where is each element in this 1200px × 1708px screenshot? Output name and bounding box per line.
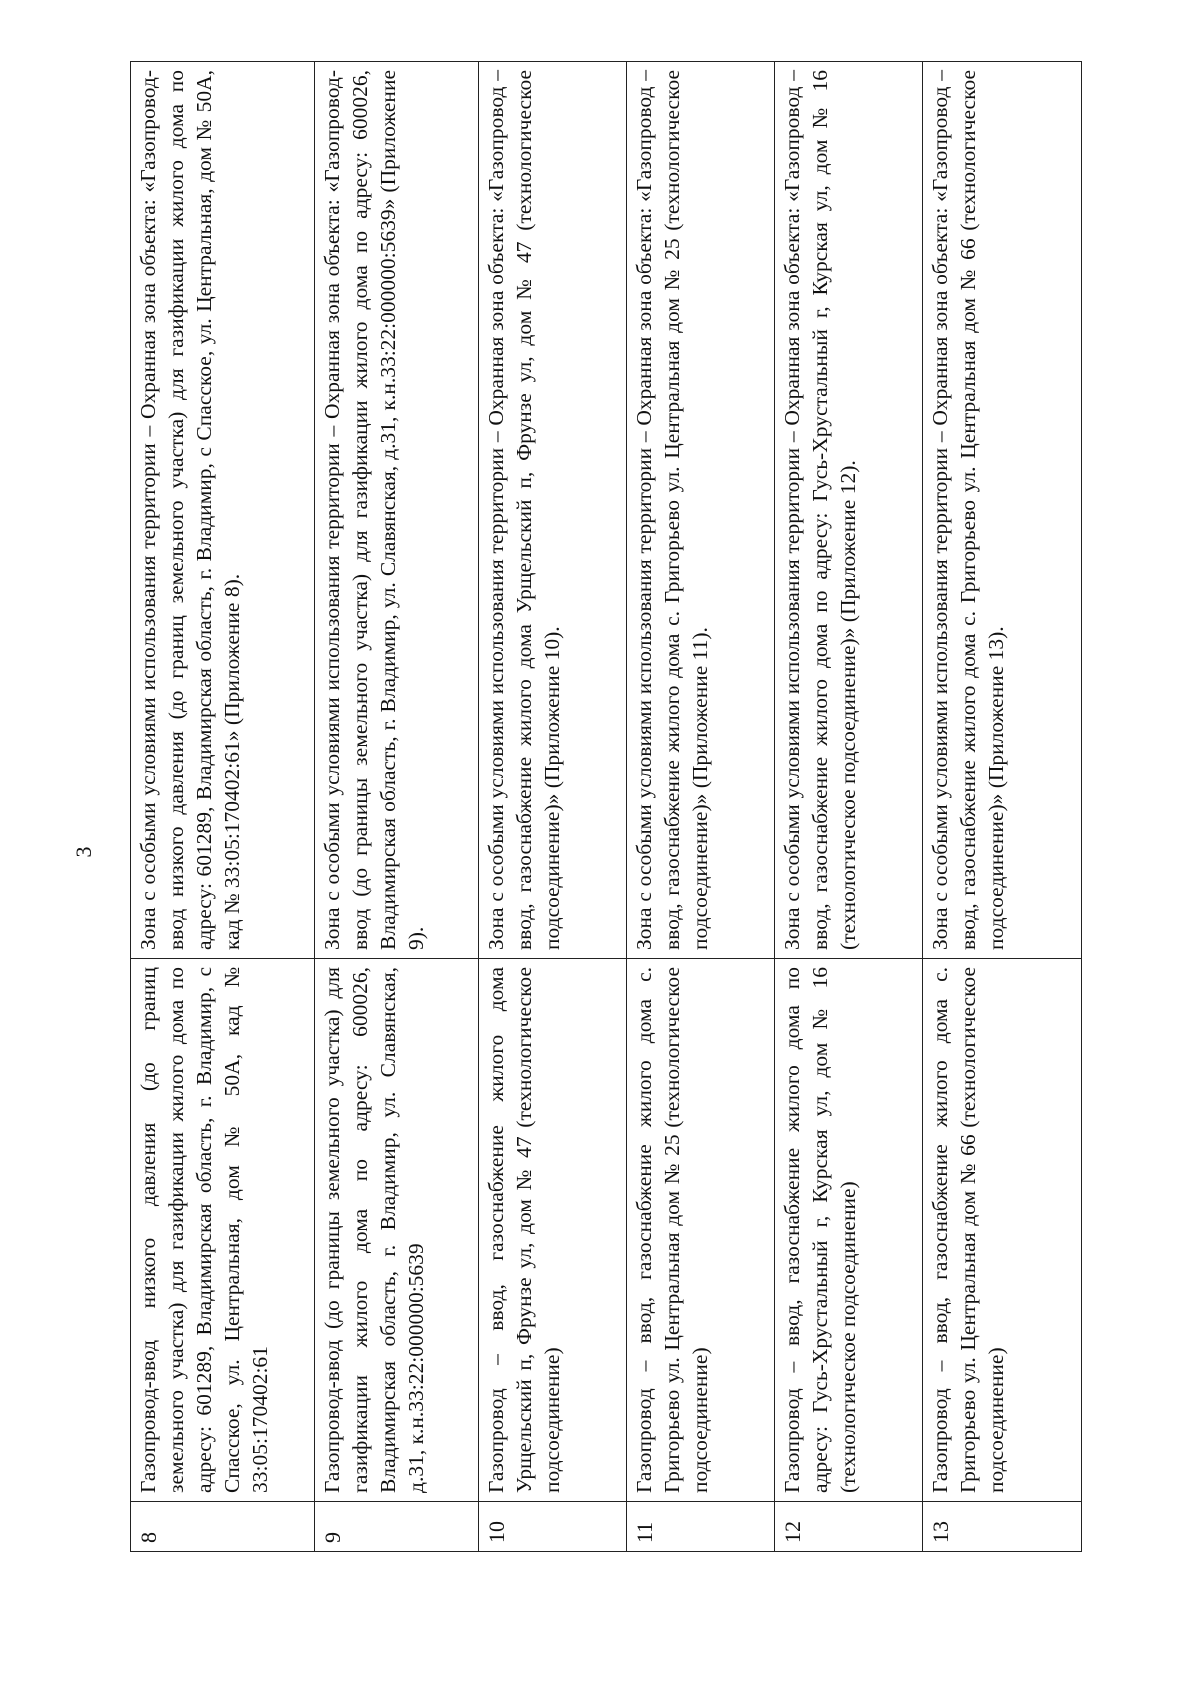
object-cell: Газопровод-ввод (до границы земельного участка) для газификации жилого дома по адресу: 600026, Владимирская область, г. Владимир, ул. Славянская, д.31, к.н.33:22:000000:5639: [315, 959, 479, 1502]
zone-cell: Зона с особыми условиями использования территории – Охранная зона объекта: «Газопровод – ввод, газоснабжение жилого дома с. Григорьево ул. Центральная дом № 66 (технологическое подсоединение)» (Приложение 13).: [923, 62, 1082, 959]
table-row: [315, 62, 479, 1552]
zones-table: [130, 61, 1082, 1552]
object-cell: Газопровод – ввод, газоснабжение жилого дома с. Григорьево ул. Центральная дом № 66 (технологическое подсоединение): [923, 959, 1082, 1502]
object-cell: Газопровод-ввод низкого давления (до границ земельного участка) для газификации жилого дома по адресу: 601289, Владимирская область, г. Владимир, с Спасское, ул. Центральная, дом № 50А, кад № 33:05:170402:61: [131, 959, 315, 1502]
zone-cell: Зона с особыми условиями использования территории – Охранная зона объекта: «Газопровод – ввод, газоснабжение жилого дома с. Григорьево ул. Центральная дом № 25 (технологическое подсоединение)» (Приложение 11).: [627, 62, 775, 959]
row-number: 9: [315, 1502, 479, 1552]
object-cell: Газопровод – ввод, газоснабжение жилого дома с. Григорьево ул. Центральная дом № 25 (технологическое подсоединение): [627, 959, 775, 1502]
object-cell: Газопровод – ввод, газоснабжение жилого дома по адресу: Гусь-Хрустальный г, Курская ул, дом № 16 (технологическое подсоединение): [775, 959, 923, 1502]
zone-cell: Зона с особыми условиями использования территории – Охранная зона объекта: «Газопровод-ввод низкого давления (до границ земельного участка) для газификации жилого дома по адресу: 601289, Владимирская область, г. Владимир, с Спасское, ул. Центральная, дом № 50А, кад № 33:05:170402:61» (Приложение 8).: [131, 62, 315, 959]
table-row: [131, 62, 315, 1552]
table-row: [479, 62, 627, 1552]
row-number: 8: [131, 1502, 315, 1552]
rotated-table-wrapper: [130, 62, 1081, 1552]
object-cell: Газопровод – ввод, газоснабжение жилого дома Урщельский п, Фрунзе ул, дом № 47 (технологическое подсоединение): [479, 959, 627, 1502]
zone-cell: Зона с особыми условиями использования территории – Охранная зона объекта: «Газопровод – ввод, газоснабжение жилого дома по адресу: Гусь-Хрустальный г, Курская ул, дом № 16 (технологическое подсоединение)» (Приложение 12).: [775, 62, 923, 959]
row-number: 13: [923, 1502, 1082, 1552]
table-row: [775, 62, 923, 1552]
row-number: 12: [775, 1502, 923, 1552]
row-number: 11: [627, 1502, 775, 1552]
zone-cell: Зона с особыми условиями использования территории – Охранная зона объекта: «Газопровод – ввод, газоснабжение жилого дома Урщельский п, Фрунзе ул, дом № 47 (технологическое подсоединение)» (Приложение 10).: [479, 62, 627, 959]
table-row: [627, 62, 775, 1552]
page-number: 3: [71, 846, 96, 858]
table-row: [923, 62, 1082, 1552]
zone-cell: Зона с особыми условиями использования территории – Охранная зона объекта: «Газопровод-ввод (до границы земельного участка) для газификации жилого дома по адресу: 600026, Владимирская область, г. Владимир, ул. Славянская, д.31, к.н.33:22:000000:5639» (Приложение 9).: [315, 62, 479, 959]
row-number: 10: [479, 1502, 627, 1552]
